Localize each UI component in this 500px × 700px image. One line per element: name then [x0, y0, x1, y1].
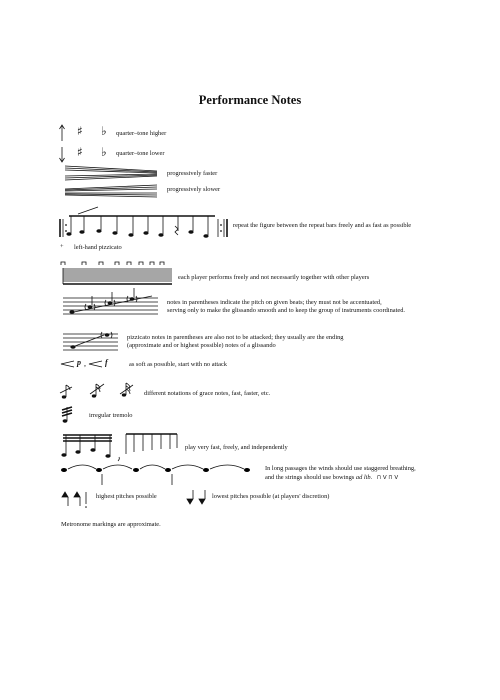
highest-pitch-icon [62, 492, 87, 508]
note-quarter-tone-lower: quarter–tone lower [116, 150, 165, 157]
flat-icon: ♭ [101, 145, 107, 159]
glissando-staff-icon [63, 288, 158, 314]
note-progressively-faster: progressively faster [167, 170, 218, 177]
page-title: Performance Notes [198, 93, 302, 107]
note-left-hand-pizzicato: left-hand pizzicato [74, 244, 122, 251]
note-grace-notes: different notations of grace notes, fast, faster, etc. [144, 390, 271, 397]
note-quarter-tone-higher: quarter–tone higher [116, 130, 167, 137]
note-pizzicato-parentheses-line2: (approximate and or highest possible) notes of a glissando [127, 342, 276, 349]
dynamic-comma: , [84, 359, 86, 368]
note-winds-breathing-line1: In long passages the winds should use staggered breathing, [265, 465, 416, 472]
flat-icon: ♭ [101, 124, 107, 138]
note-pizzicato-parentheses-line1: pizzicato notes in parentheses are also not to be attacked; they usually are the ending [127, 334, 344, 341]
note-repeat-figure: repeat the figure between the repeat bars freely and as fast as possible [233, 222, 412, 229]
ad-lib-text: ad lib. [355, 474, 373, 481]
grace-notes-icon [60, 383, 133, 399]
lowest-pitch-icon [187, 490, 205, 504]
pizzicato-glissando-icon [63, 332, 118, 350]
note-highest-pitches: highest pitches possible [96, 493, 157, 500]
note-progressively-slower: progressively slower [167, 186, 221, 193]
note-parentheses-pitch-line1: notes in parentheses indicate the pitch on given beats; they must not be accentuated, [167, 299, 382, 306]
tremolo-icon [62, 407, 72, 423]
note-soft-start: as soft as possible, start with no attack [129, 361, 227, 368]
ritardando-wedge-icon [65, 185, 157, 197]
dynamic-p: p [77, 358, 81, 367]
dynamic-f: f [105, 358, 108, 367]
winds-breathing-text: and the strings should use bowings [265, 474, 356, 481]
note-irregular-tremolo: irregular tremolo [89, 412, 133, 419]
note-play-fast: play very fast, freely, and independently [185, 444, 288, 451]
note-metronome: Metronome markings are approximate. [61, 521, 161, 528]
fast-figure-icon [61, 434, 177, 461]
note-parentheses-pitch-line2: serving only to make the glissando smooth and to keep the group of instruments coordinated. [167, 307, 406, 314]
free-performance-icon [61, 262, 172, 284]
note-each-player-freely: each player performs freely and not necessarily together with other players [178, 274, 370, 281]
down-arrow-icon [60, 147, 65, 162]
note-lowest-pitches: lowest pitches possible (at players' discretion) [212, 493, 330, 500]
accelerando-wedge-icon [65, 166, 157, 180]
note-winds-breathing-line2 [265, 474, 398, 482]
quarter-sharp-icon: ♯ [77, 124, 83, 138]
crescendo-hairpin-icon [61, 358, 102, 367]
up-arrow-icon [60, 125, 65, 141]
bowing-signs: ⊓ V ⊓ V [376, 475, 399, 481]
left-hand-pizzicato-symbol: + [60, 243, 64, 250]
tied-notes-icon [61, 465, 250, 485]
quarter-sharp-icon: ♯ [77, 145, 83, 159]
repeat-figure-icon [60, 207, 227, 238]
